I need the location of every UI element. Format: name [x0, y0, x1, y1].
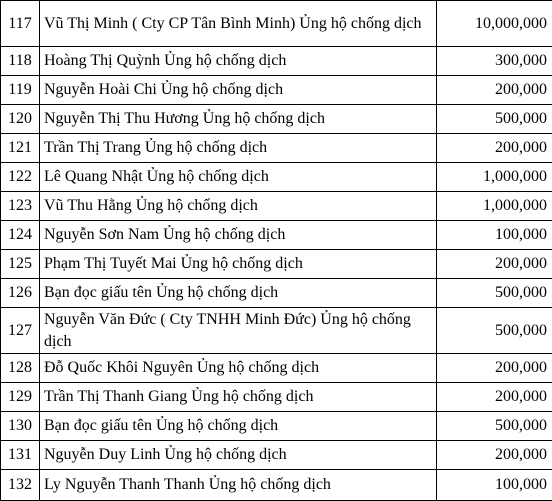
row-number: 124: [1, 221, 40, 250]
donor-description: Trần Thị Trang Ủng hộ chống dịch: [40, 134, 437, 163]
donation-amount: 500,000: [437, 105, 552, 134]
donor-description: Nguyễn Sơn Nam Ủng hộ chống dịch: [40, 221, 437, 250]
donor-description: Lê Quang Nhật Ủng hộ chống dịch: [40, 163, 437, 192]
row-number: 125: [1, 250, 40, 279]
table-row: [1, 279, 552, 308]
table-row: [1, 192, 552, 221]
table-row: [1, 76, 552, 105]
donor-description: Bạn đọc giấu tên Ủng hộ chống dịch: [40, 279, 437, 308]
row-number: 120: [1, 105, 40, 134]
donation-amount: 200,000: [437, 441, 552, 470]
donation-amount: 200,000: [437, 250, 552, 279]
row-number: 128: [1, 354, 40, 383]
table-row: [1, 250, 552, 279]
donation-table-body: [1, 1, 552, 501]
donor-description: Nguyễn Hoài Chi Ủng hộ chống dịch: [40, 76, 437, 105]
row-number: 123: [1, 192, 40, 221]
row-number: 117: [1, 1, 40, 47]
donation-amount: 1,000,000: [437, 192, 552, 221]
donation-amount: 200,000: [437, 134, 552, 163]
donation-amount: 200,000: [437, 354, 552, 383]
row-number: 122: [1, 163, 40, 192]
row-number: 130: [1, 412, 40, 441]
donor-description: Trần Thị Thanh Giang Ủng hộ chống dịch: [40, 383, 437, 412]
donation-amount: 100,000: [437, 221, 552, 250]
table-row: [1, 354, 552, 383]
donor-description: Vũ Thị Minh ( Cty CP Tân Bình Minh) Ủng hộ chống dịch: [40, 1, 437, 47]
donation-amount: 500,000: [437, 279, 552, 308]
donor-description: Phạm Thị Tuyết Mai Ủng hộ chống dịch: [40, 250, 437, 279]
donor-description: Hoàng Thị Quỳnh Ủng hộ chống dịch: [40, 47, 437, 76]
donation-amount: 1,000,000: [437, 163, 552, 192]
donation-amount: 500,000: [437, 412, 552, 441]
table-row: [1, 1, 552, 47]
donation-amount: 100,000: [437, 470, 552, 501]
donation-amount: 300,000: [437, 47, 552, 76]
donor-description: Nguyễn Duy Linh Ủng hộ chống dịch: [40, 441, 437, 470]
table-row: [1, 163, 552, 192]
donation-amount: 200,000: [437, 383, 552, 412]
donation-amount: 10,000,000: [437, 1, 552, 47]
table-row: [1, 383, 552, 412]
donor-description: Ly Nguyễn Thanh Thanh Ủng hộ chống dịch: [40, 470, 437, 501]
table-row: [1, 308, 552, 354]
donor-description: Nguyễn Thị Thu Hương Ủng hộ chống dịch: [40, 105, 437, 134]
row-number: 127: [1, 308, 40, 354]
table-row: [1, 441, 552, 470]
row-number: 119: [1, 76, 40, 105]
row-number: 121: [1, 134, 40, 163]
donation-amount: 200,000: [437, 76, 552, 105]
donor-description: Nguyễn Văn Đức ( Cty TNHH Minh Đức) Ủng hộ chống dịch: [40, 308, 437, 354]
donor-description: Bạn đọc giấu tên Ủng hộ chống dịch: [40, 412, 437, 441]
table-row: [1, 412, 552, 441]
row-number: 132: [1, 470, 40, 501]
table-row: [1, 470, 552, 501]
donation-amount: 500,000: [437, 308, 552, 354]
table-row: [1, 47, 552, 76]
donor-description: Đỗ Quốc Khôi Nguyên Ủng hộ chống dịch: [40, 354, 437, 383]
table-row: [1, 134, 552, 163]
row-number: 126: [1, 279, 40, 308]
row-number: 131: [1, 441, 40, 470]
table-row: [1, 105, 552, 134]
row-number: 129: [1, 383, 40, 412]
table-row: [1, 221, 552, 250]
donor-description: Vũ Thu Hằng Ủng hộ chống dịch: [40, 192, 437, 221]
row-number: 118: [1, 47, 40, 76]
